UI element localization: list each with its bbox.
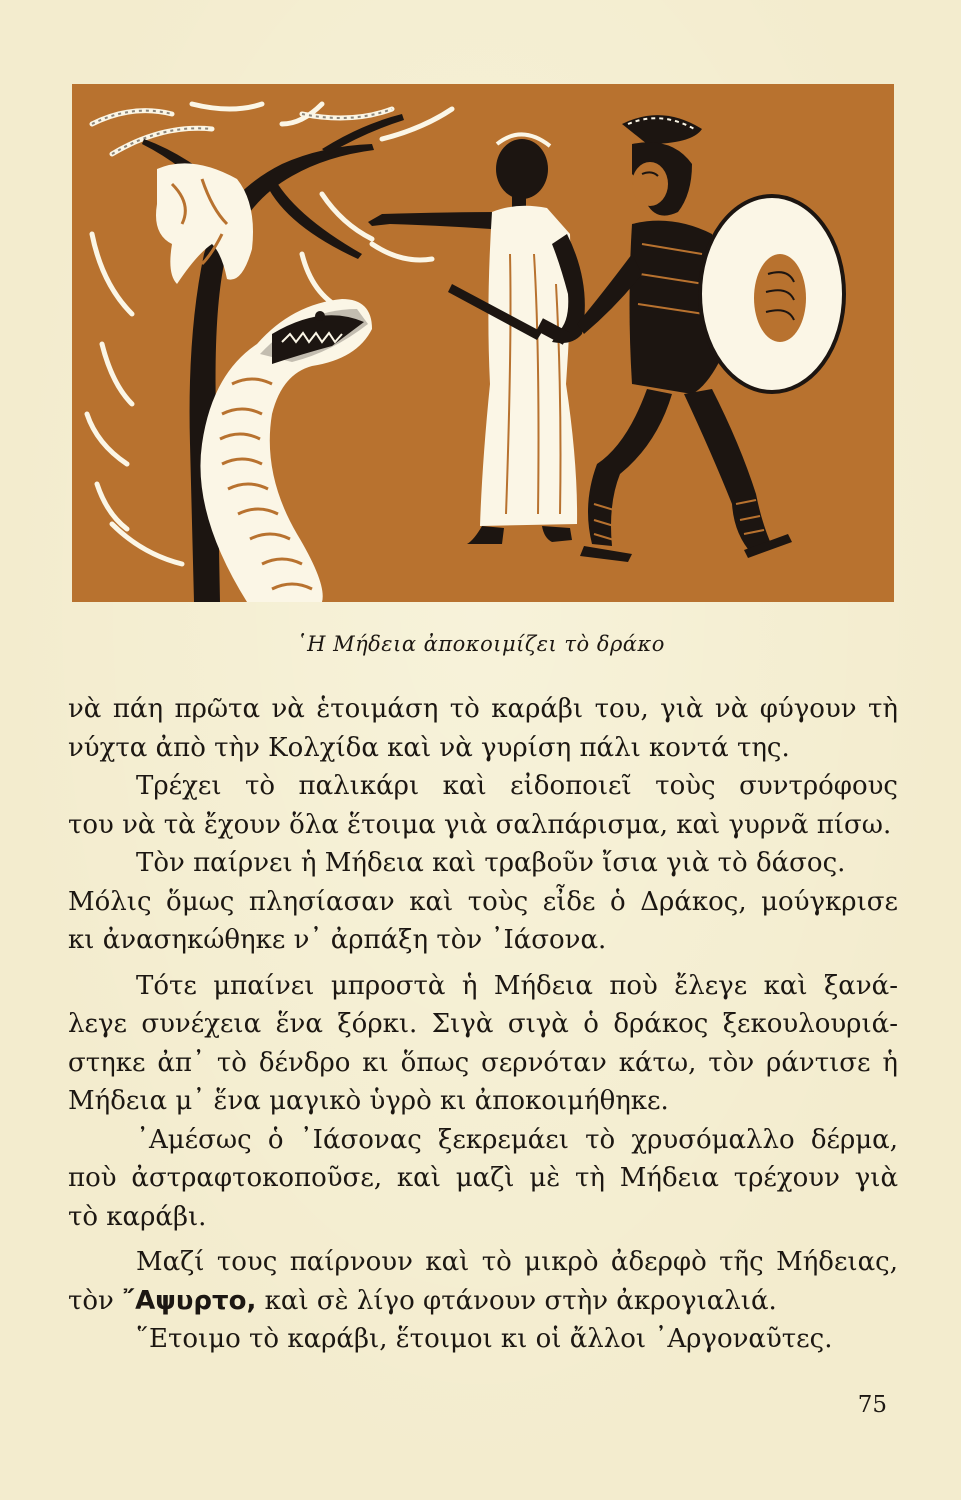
text-line: νύχτα ἀπὸ τὴν Κολχίδα καὶ νὰ γυρίση πάλι κοντά της. [68, 732, 790, 763]
text-line: Μήδεια μ᾿ ἕνα μαγικὸ ὑγρὸ κι ἀποκοιμήθηκε. [68, 1086, 669, 1116]
illustration-drawing [72, 84, 894, 602]
text-line: του νὰ τὰ ἔχουν ὅλα ἕτοιμα γιὰ σαλπάρισμα, καὶ γυρνᾶ πίσω. [68, 809, 892, 840]
text-line: Μόλις ὅμως πλησίασαν καὶ τοὺς εἶδε ὁ Δράκος, μούγκρισε [68, 886, 898, 917]
text-line: τὸ καράβι. [68, 1201, 207, 1232]
text-fragment: τὸν [68, 1285, 114, 1316]
illustration-medea-dragon [72, 84, 894, 602]
page-number: 75 [857, 1392, 887, 1418]
illustration-caption: ῾Η Μήδεια ἀποκοιμίζει τὸ δράκο [296, 632, 665, 656]
text-line: λεγε συνέχεια ἕνα ξόρκι. Σιγὰ σιγὰ ὁ δράκος ξεκουλουριά- [68, 1009, 898, 1039]
text-line: Μαζί τους παίρνουν καὶ τὸ μικρὸ ἀδερφὸ τῆς Μήδειας, [136, 1247, 898, 1277]
text-line: Τότε μπαίνει μπροστὰ ἡ Μήδεια ποὺ ἔλεγε καὶ ξανά- [136, 970, 898, 1001]
text-line-with-name [68, 1282, 898, 1321]
text-line: νὰ πάη πρῶτα νὰ ἑτοιμάση τὸ καράβι του, γιὰ νὰ φύγουν τὴ [68, 694, 898, 724]
shield [700, 196, 844, 392]
text-line: ῞Ετοιμο τὸ καράβι, ἕτοιμοι κι οἱ ἄλλοι ᾿Αργοναῦτες. [136, 1324, 833, 1354]
text-line: ποὺ ἀστραφτοκοποῦσε, καὶ μαζὶ μὲ τὴ Μήδεια τρέχουν γιὰ [68, 1163, 898, 1193]
text-line: κι ἀνασηκώθηκε ν᾿ ἀρπάξη τὸν ᾿Ιάσονα. [68, 925, 607, 955]
name-apsyrtos: ῎Αψυρτο, [122, 1285, 257, 1316]
text-line: Τρέχει τὸ παλικάρι καὶ εἰδοποιεῖ τοὺς συντρόφους [136, 771, 898, 801]
text-line: στηκε ἀπ᾿ τὸ δένδρο κι ὅπως σερνόταν κάτω, τὸν ράντισε ἡ [68, 1047, 898, 1078]
text-fragment: καὶ σὲ λίγο φτάνουν στὴν ἀκρογιαλιά. [264, 1285, 777, 1316]
text-line: Τὸν παίρνει ἡ Μήδεια καὶ τραβοῦν ἴσια γιὰ τὸ δάσος. [136, 848, 846, 878]
text-line: ᾿Αμέσως ὁ ᾿Ιάσονας ξεκρεμάει τὸ χρυσόμαλλο δέρμα, [136, 1124, 898, 1155]
body-text [68, 690, 898, 1359]
